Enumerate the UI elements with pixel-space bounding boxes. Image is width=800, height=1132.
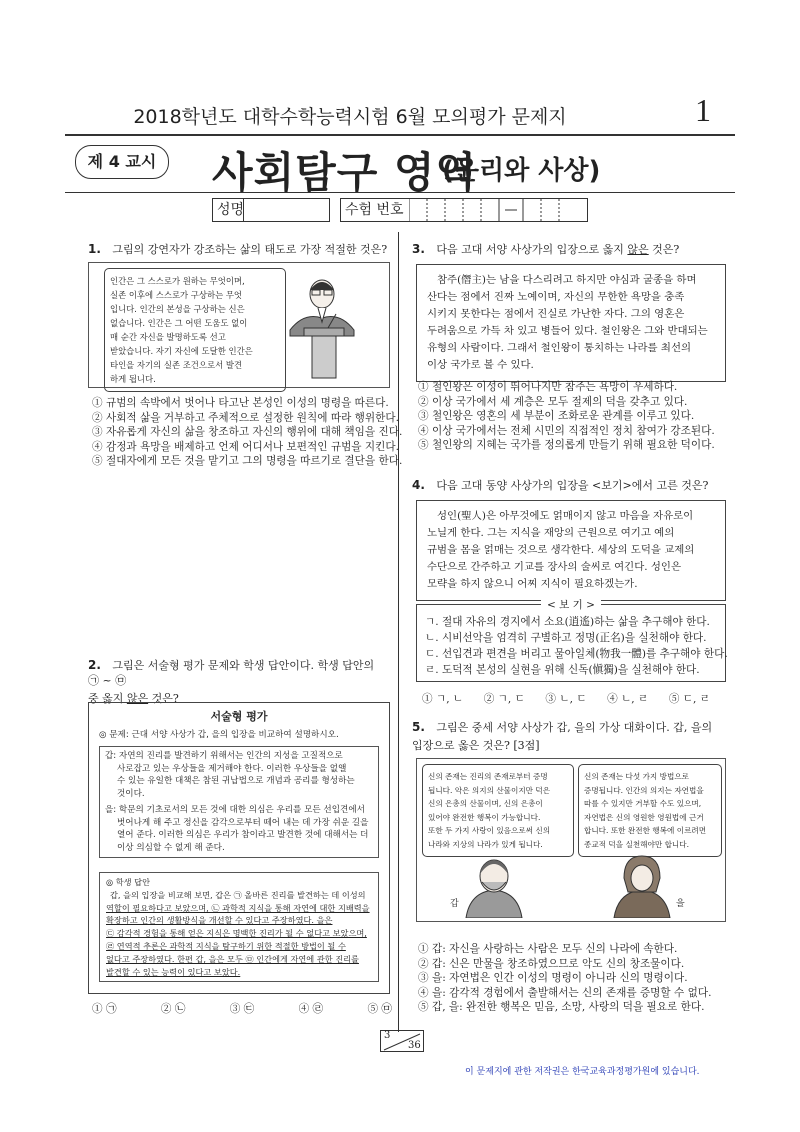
student-answer: ◎ 학생 답안 갑, 을의 입장을 비교해 보면, 갑은 ㉠ 올바른 진리를 발견하는 데 이성의 역할이 필요하다고 보았으며, ㉡ 과학적 지식을 통해 자연에 대한 지배력을 확장하고 인간의 생활방식을 개선할 수 있다고 주장하였다. 을은 ㉢ 감각적 경험을 통해 얻은 지식은 명백한 진리가 될 수 없다고 보았으며, ㉣ 연역적 추론은 과학적 지식을 탐구하기 위한 적절한 방법이 될 수 없다고 주장하였다. 한편 갑, 을은 모두 ㉤ 인간에게 자연에 관한 진리를 발견할 수 있는 능력이 있다고 보았다.	[99, 872, 379, 982]
question-4-passage: 성인(聖人)은 아무것에도 얽매이지 않고 마음을 자유로이 노닐게 한다. 그는 지식을 재앙의 근원으로 여기고 예의 규범을 몸을 얽매는 것으로 생각한다. 세상의 도덕을 교제의 수단으로 간주하고 기교를 장사의 술씨로 여긴다. 성인은 모략을 하지 않으니 어찌 지식이 필요하겠는가.	[416, 500, 726, 601]
bogi-box	[416, 599, 728, 682]
option-4[interactable]: ④ 감정과 욕망을 배제하고 언제 어디서나 보편적인 규범을 지킨다.	[92, 440, 399, 453]
option-1[interactable]: ① 갑: 자신을 사랑하는 사람은 모두 신의 나라에 속한다.	[418, 943, 678, 955]
period-label: 제 4 교시	[75, 145, 169, 179]
question-number: 4.	[412, 478, 425, 492]
option-3[interactable]: ③ 철인왕은 영혼의 세 부분이 조화로운 관계를 이루고 있다.	[418, 410, 695, 422]
label-eul: 을	[676, 899, 685, 909]
speech-bubble: 인간은 그 스스로가 원하는 무엇이며, 실존 이후에 스스로가 구상하는 무엇 입니다. 인간의 본성을 구상하는 신은 없습니다. 인간은 그 어떤 도움도 없이 매 순간 자신을 발명하도록 선고 받았습니다. 자기 자신에 도달한 인간은 타인을 자기의 실존 조건으로서 발견 하게 됩니다.	[104, 268, 286, 392]
option-1[interactable]: ① 철인왕은 이성이 뛰어나지만 참주는 욕망이 우세하다.	[418, 381, 678, 393]
exam-number-cells	[409, 199, 587, 221]
essay-eval-title: 서술형 평가	[210, 710, 268, 723]
option-1[interactable]: ① ㉠	[92, 1003, 117, 1015]
question-3-options	[418, 380, 715, 453]
option-3[interactable]: ③ 을: 자연법은 인간 이성의 명령이 아니라 신의 명령이다.	[418, 972, 688, 984]
question-text: 그림의 강연자가 강조하는 삶의 태도로 가장 적절한 것은?	[112, 243, 388, 256]
page-number: 1	[695, 92, 711, 128]
option-3[interactable]: ③ ㉢	[229, 1003, 255, 1015]
option-2[interactable]: ② 갑: 신은 만물을 창조하였으므로 악도 신의 창조물이다.	[418, 957, 685, 970]
page-current: 3	[384, 1030, 391, 1041]
thinker-eul-illustration	[610, 852, 674, 918]
bogi-item: ㄷ. 선입견과 편견을 버리고 물아일체(物我一體)를 추구해야 한다.	[425, 648, 728, 660]
thinker-passages: 갑: 자연의 진리를 발견하기 위해서는 인간의 지성을 고질적으로 사로잡고 있는 우상들을 제거해야 한다. 이러한 우상들을 없앨 수 있는 유일한 대책은 참된 귀납법으로 개념과 공리를 형성하는 것이다. 을: 학문의 기초로서의 모든 것에 대한 의심은 우리를 모든 선입견에서 벗어나게 해 주고 정신을 감각으로부터 떼어 내는 데 가장 쉬운 길을 열어 준다. 이러한 의심은 우리가 참이라고 발견한 것에 대해서는 더 이상 의심할 수 없게 해 준다.	[99, 746, 379, 858]
option-4[interactable]: ④ ㄴ, ㄹ	[607, 693, 649, 705]
question-number: 3.	[412, 242, 425, 256]
option-3[interactable]: ③ 자유롭게 자신의 삶을 창조하고 자신의 행위에 대해 책임을 진다.	[92, 426, 403, 438]
name-box[interactable]	[212, 198, 330, 222]
bogi-item: ㄴ. 시비선악을 엄격히 구별하고 정명(正名)을 실천해야 한다.	[425, 632, 707, 644]
option-5[interactable]: ⑤ 철인왕의 지혜는 국가를 정의롭게 만들기 위해 필요한 덕이다.	[418, 439, 715, 451]
exam-title: 2018학년도 대학수학능력시험 6월 모의평가 문제지	[133, 106, 567, 128]
question-3-stem: 3. 다음 고대 서양 사상가의 입장으로 옳지 않은 것은?	[412, 242, 680, 256]
option-5[interactable]: ⑤ 절대자에게 모든 것을 맡기고 그의 명령을 따르기로 결단을 한다.	[92, 455, 403, 467]
question-1-stem	[88, 242, 388, 257]
copyright-notice: 이 문제지에 관한 저작권은 한국교육과정평가원에 있습니다.	[465, 1067, 700, 1077]
bogi-item: ㄹ. 도덕적 본성의 실현을 위해 신독(愼獨)을 실천해야 한다.	[425, 664, 700, 676]
essay-evaluation-frame	[88, 702, 390, 994]
essay-problem: ◎ 문제: 근대 서양 사상가 갑, 을의 입장을 비교하여 설명하시오.	[99, 730, 339, 740]
page-total: 36	[408, 1040, 421, 1051]
name-label: 성명	[217, 202, 245, 218]
question-2-options	[92, 1002, 392, 1017]
subject-rule	[65, 192, 735, 193]
question-1-options	[92, 396, 402, 469]
question-3-passage: 참주(僭主)는 남을 다스리려고 하지만 야심과 굴종을 하며 산다는 점에서 진짜 노예이며, 자신의 무한한 욕망을 충족 시키지 못한다는 점에서 진실로 가난한 자다. 그의 영혼은 두려움으로 가득 차 있고 병들어 있다. 철인왕은 그와 반대되는 유형의 사람이다. 그래서 철인왕이 통치하는 나라를 최선의 이상 국가로 볼 수 있다.	[416, 264, 726, 382]
option-4[interactable]: ④ ㉣	[298, 1003, 324, 1015]
speech-bubble-eul: 신의 존재는 다섯 가지 방법으로 증명됩니다. 인간의 의지는 자연법을 따를 수 있지만 거부할 수도 있으며, 자연법은 신의 영원한 영원법에 근거 합니다. 또한 완전한 행복에 이르려면 종교적 덕을 실천해야만 합니다.	[578, 764, 722, 857]
header-rule	[65, 134, 735, 136]
question-number: 1.	[88, 242, 101, 256]
option-2[interactable]: ② ㄱ, ㄷ	[483, 693, 525, 705]
option-1[interactable]: ① ㄱ, ㄴ	[422, 693, 464, 705]
question-4-options	[422, 692, 710, 707]
exam-number-box[interactable]	[340, 198, 588, 222]
option-4[interactable]: ④ 이상 국가에서는 전체 시민의 직접적인 정치 참여가 강조된다.	[418, 424, 715, 437]
option-2[interactable]: ② 사회적 삶을 거부하고 주체적으로 설정한 원칙에 따라 행위한다.	[92, 411, 399, 424]
subject-subtitle: (윤리와 사상)	[442, 156, 601, 186]
option-1[interactable]: ① 규범의 속박에서 벗어나 타고난 본성인 이성의 명령을 따른다.	[92, 397, 389, 409]
question-4-stem: 4. 다음 고대 동양 사상가의 입장을 <보기>에서 고른 것은?	[412, 478, 709, 492]
question-number: 5.	[412, 720, 425, 734]
option-2[interactable]: ② 이상 국가에서 세 계층은 모두 절제의 덕을 갖추고 있다.	[418, 395, 688, 408]
option-5[interactable]: ⑤ ㄷ, ㄹ	[668, 693, 710, 705]
option-2[interactable]: ② ㉡	[160, 1003, 186, 1015]
thinker-gap-illustration	[462, 852, 526, 918]
option-4[interactable]: ④ 을: 감각적 경험에서 출발해서는 신의 존재를 증명할 수 없다.	[418, 986, 712, 999]
bogi-title: < 보 기 >	[541, 599, 601, 611]
exam-number-label: 수험 번호	[345, 202, 404, 218]
option-5[interactable]: ⑤ 갑, 을: 완전한 행복은 믿음, 소망, 사랑의 덕을 필요로 한다.	[418, 1001, 705, 1013]
label-gap: 갑	[450, 899, 459, 909]
column-divider	[398, 232, 399, 1032]
question-5-stem: 5. 그림은 중세 서양 사상가 갑, 을의 가상 대화이다. 갑, 을의 입장으로 옳은 것은? [3점]	[412, 720, 713, 752]
lecturer-illustration	[282, 270, 366, 384]
question-2-stem: 2. 그림은 서술형 평가 문제와 학생 답안이다. 학생 답안의 ㉠ ~ ㉤ 중 옳지 않은 것은?	[88, 658, 375, 705]
question-number: 2.	[88, 658, 101, 672]
option-3[interactable]: ③ ㄴ, ㄷ	[545, 693, 587, 705]
speech-bubble-gap: 신의 존재는 진리의 존재로부터 증명 됩니다. 악은 의지의 산물이지만 덕은 신의 은총의 산물이며, 신의 은총이 있어야 완전한 행복이 가능합니다. 또한 두 가지 사랑이 있음으로써 신의 나라와 지상의 나라가 있게 됩니다.	[422, 764, 574, 857]
bogi-item: ㄱ. 절대 자유의 경지에서 소요(逍遙)하는 삶을 추구해야 한다.	[425, 616, 710, 628]
subject-title: 사회탐구 영역	[212, 148, 478, 197]
option-5[interactable]: ⑤ ㉤	[367, 1003, 392, 1015]
question-5-options	[418, 942, 711, 1015]
